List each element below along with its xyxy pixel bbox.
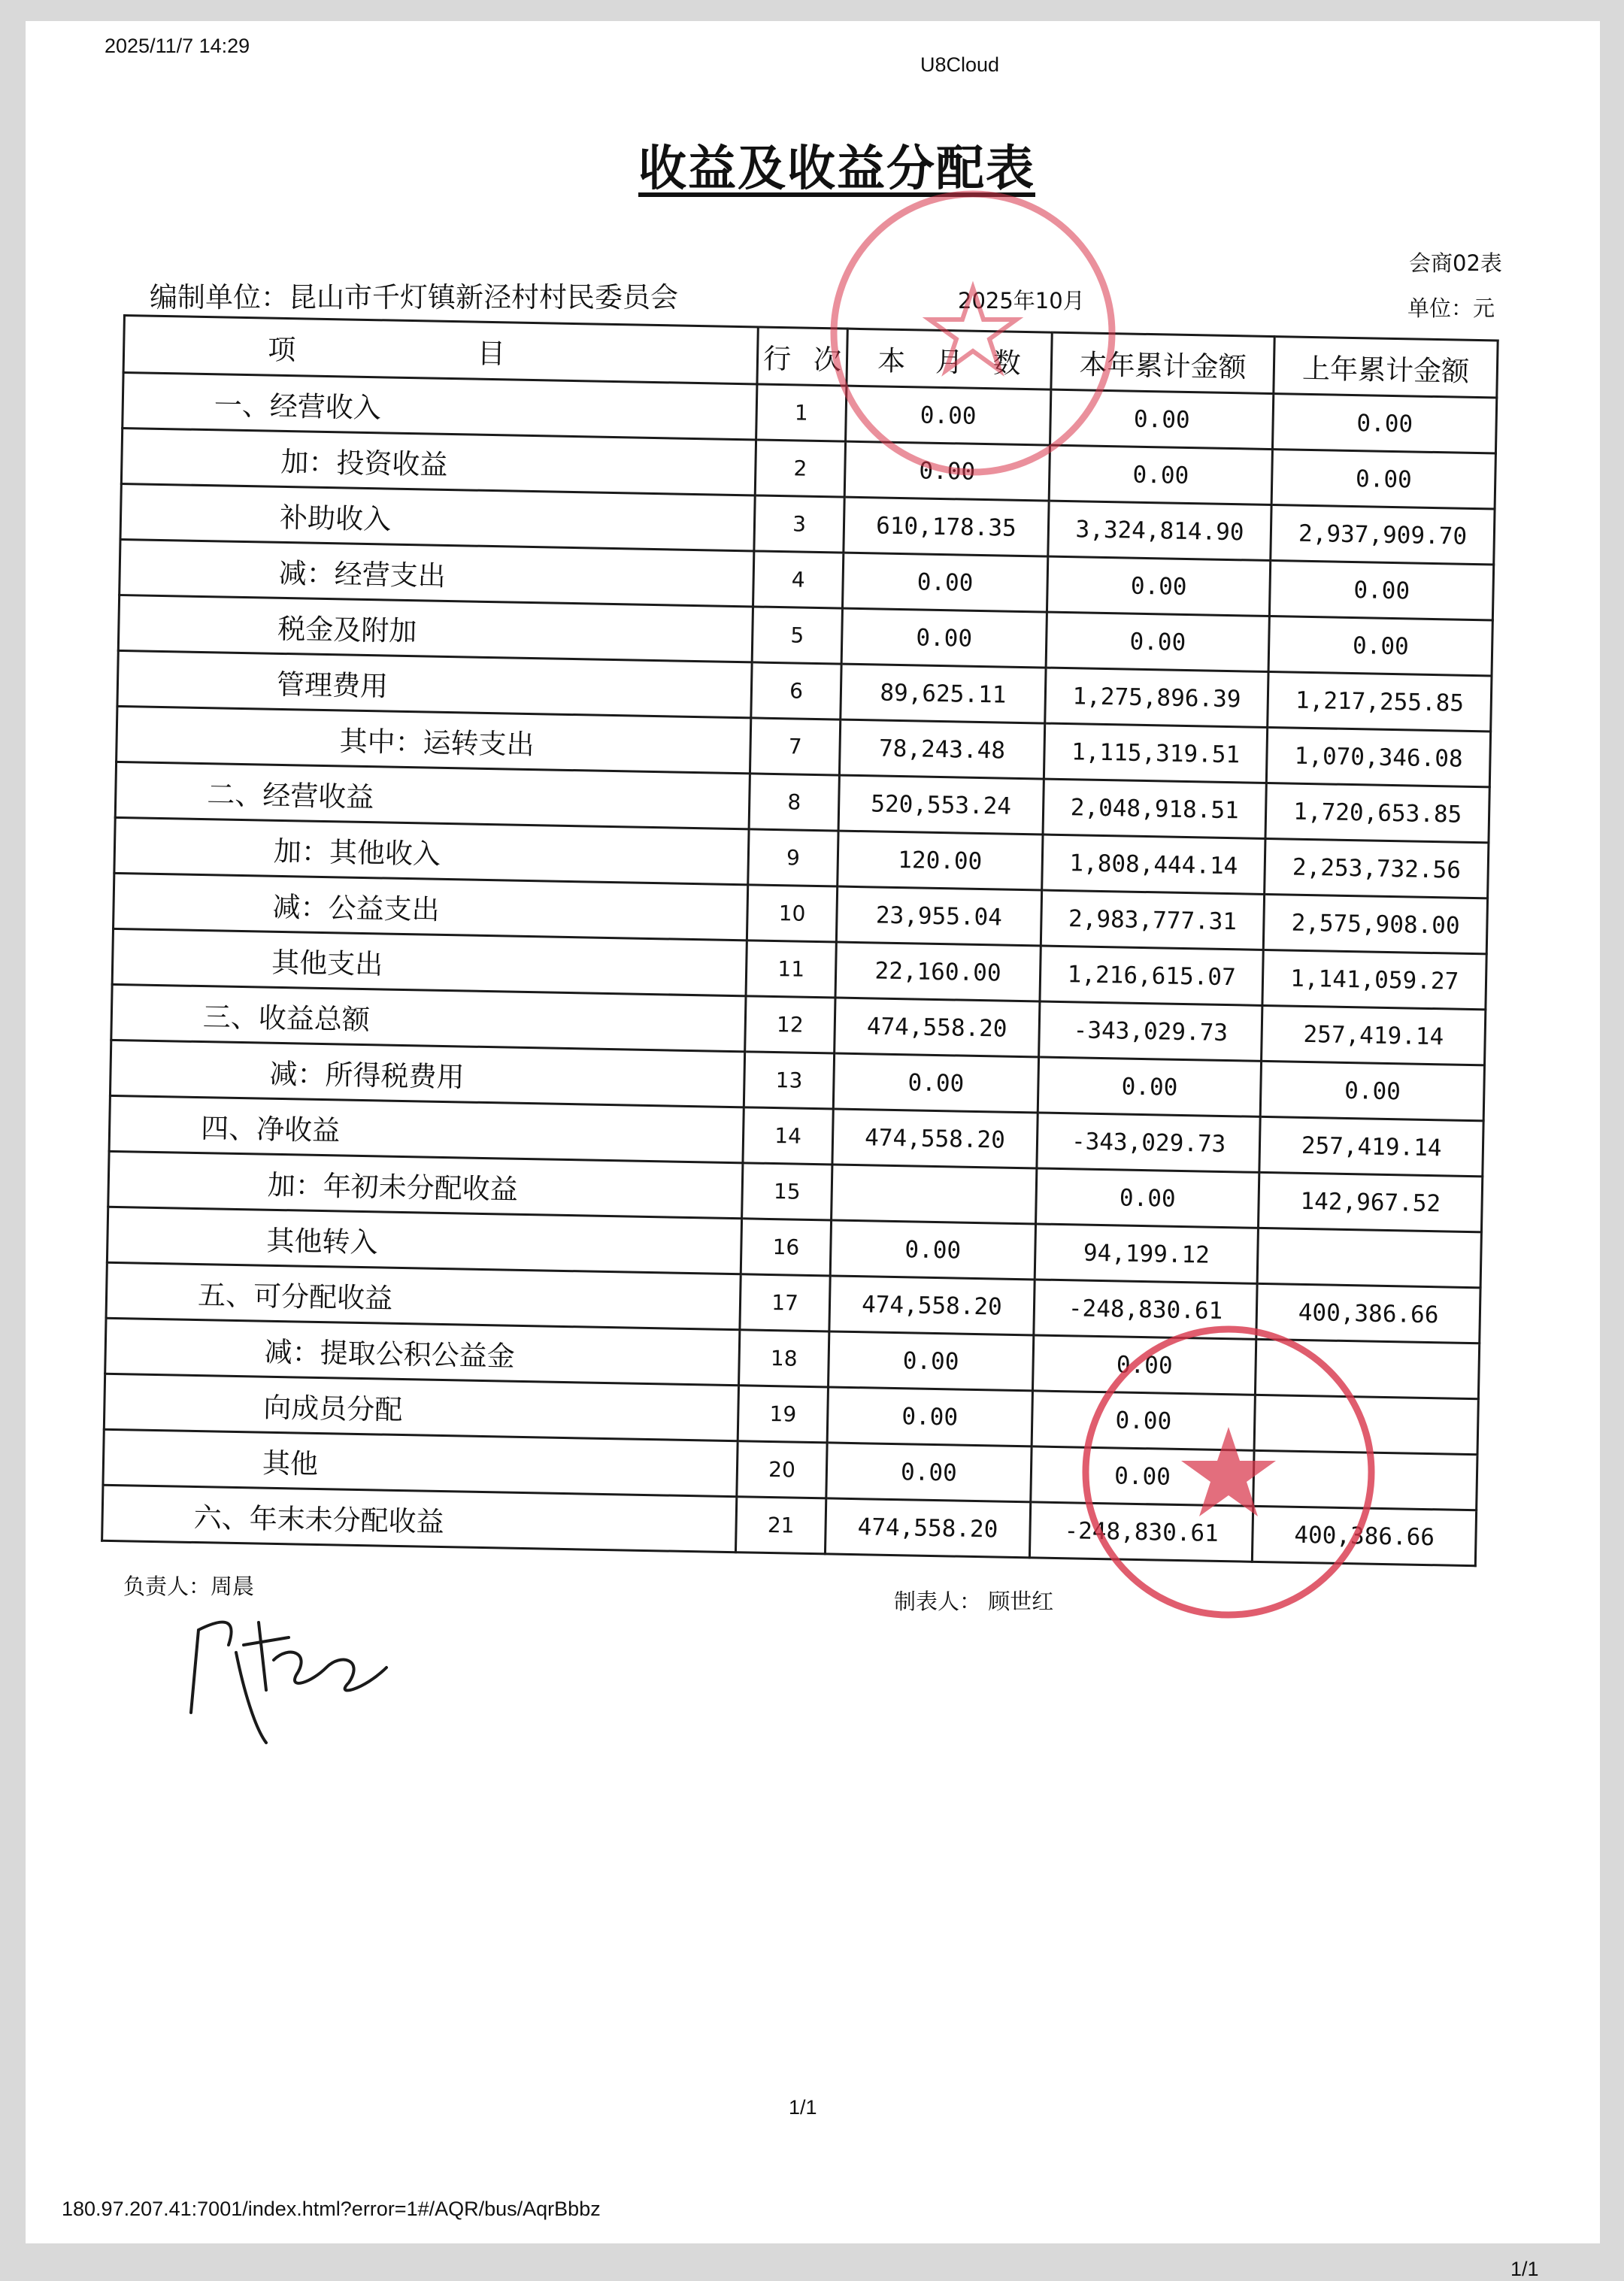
row-ytd: 0.00 (1049, 445, 1273, 504)
report-title: 收益及收益分配表 (638, 141, 1035, 197)
scanned-report-page (26, 21, 1600, 2280)
row-prev-ytd: 0.00 (1268, 616, 1492, 676)
row-line: 2 (755, 440, 845, 497)
row-ytd: 0.00 (1046, 612, 1270, 671)
form-code: 会商02表 (1409, 250, 1502, 276)
preparer: 制表人： 顾世红 (894, 1589, 1054, 1614)
row-month: 0.00 (846, 386, 1051, 445)
row-ytd: 2,048,918.51 (1043, 779, 1267, 838)
column-header-month: 本 月 数 (847, 329, 1052, 389)
page-number-corner: 1/1 (1510, 2258, 1539, 2280)
row-item: 三、收益总额 (111, 984, 746, 1051)
row-prev-ytd: 257,419.14 (1259, 1116, 1483, 1176)
row-month: 23,955.04 (836, 886, 1041, 946)
row-month: 474,558.20 (832, 1109, 1038, 1168)
row-prev-ytd: 400,386.66 (1256, 1283, 1480, 1343)
row-line: 19 (738, 1386, 828, 1443)
row-item: 其他转入 (107, 1207, 741, 1274)
row-item: 其他 (103, 1429, 738, 1496)
row-prev-ytd: 0.00 (1261, 1061, 1485, 1120)
row-line: 3 (754, 495, 844, 553)
row-month: 610,178.35 (844, 497, 1049, 556)
row-ytd: 1,275,896.39 (1045, 668, 1269, 727)
column-header-item: 项 目 (123, 316, 758, 384)
row-month: 0.00 (830, 1220, 1035, 1280)
row-prev-ytd (1256, 1339, 1480, 1398)
row-ytd: 0.00 (1032, 1391, 1256, 1450)
row-line: 8 (749, 774, 839, 831)
row-ytd: 1,808,444.14 (1041, 835, 1265, 894)
row-line: 1 (756, 384, 847, 441)
row-prev-ytd (1258, 1228, 1482, 1287)
row-prev-ytd: 1,720,653.85 (1265, 783, 1489, 842)
row-ytd: -343,029.73 (1037, 1113, 1261, 1172)
row-prev-ytd: 0.00 (1272, 450, 1496, 509)
row-month: 0.00 (827, 1387, 1032, 1446)
row-prev-ytd: 1,141,059.27 (1262, 950, 1486, 1009)
row-item: 其中：运转支出 (117, 706, 751, 773)
row-line: 18 (739, 1330, 829, 1387)
row-item: 加：投资收益 (121, 429, 756, 495)
row-ytd: 0.00 (1038, 1057, 1262, 1116)
row-line: 21 (736, 1497, 826, 1554)
row-month: 0.00 (833, 1053, 1038, 1113)
row-item: 五、可分配收益 (106, 1262, 741, 1329)
row-line: 7 (750, 718, 841, 775)
column-header-line: 行 次 (757, 327, 847, 386)
row-line: 16 (741, 1219, 831, 1276)
row-month: 120.00 (838, 831, 1043, 890)
row-item: 减：公益支出 (114, 873, 748, 940)
row-prev-ytd (1254, 1395, 1478, 1454)
row-month: 474,558.20 (835, 998, 1040, 1057)
row-item: 管理费用 (117, 650, 752, 717)
row-line: 20 (737, 1441, 827, 1498)
row-prev-ytd: 142,967.52 (1259, 1172, 1483, 1231)
row-month: 0.00 (841, 608, 1047, 668)
row-item: 四、净收益 (109, 1095, 744, 1162)
row-item: 其他支出 (112, 928, 747, 995)
row-prev-ytd: 0.00 (1270, 561, 1494, 620)
row-item: 六、年末未分配收益 (102, 1485, 737, 1552)
row-month: 0.00 (843, 553, 1048, 612)
column-header-prev-ytd: 上年累计金额 (1274, 337, 1498, 398)
page-number: 1/1 (789, 2096, 817, 2119)
row-line: 14 (743, 1107, 833, 1165)
row-item: 加：年初未分配收益 (108, 1151, 743, 1218)
row-prev-ytd (1253, 1450, 1477, 1510)
row-line: 10 (747, 885, 837, 942)
row-month: 520,553.24 (838, 775, 1044, 835)
row-line: 11 (746, 941, 836, 998)
row-line: 4 (753, 551, 844, 608)
row-prev-ytd: 1,070,346.08 (1267, 727, 1491, 786)
row-item: 补助收入 (120, 483, 755, 550)
row-ytd: 2,983,777.31 (1041, 890, 1265, 950)
row-month: 78,243.48 (839, 719, 1044, 779)
row-prev-ytd: 1,217,255.85 (1268, 671, 1492, 731)
row-month: 22,160.00 (835, 942, 1041, 1001)
row-line: 6 (751, 662, 841, 719)
organization-label: 编制单位：昆山市千灯镇新泾村村民委员会 (150, 281, 678, 314)
row-item: 二、经营收益 (115, 762, 750, 828)
row-item: 向成员分配 (104, 1374, 738, 1440)
row-item: 一、经营收入 (123, 373, 757, 440)
row-ytd: 0.00 (1032, 1335, 1256, 1395)
row-ytd: 1,115,319.51 (1044, 723, 1268, 783)
row-item: 加：其他收入 (114, 817, 749, 884)
row-month: 474,558.20 (829, 1276, 1035, 1335)
currency-unit: 单位：元 (1407, 295, 1495, 321)
row-ytd: 0.00 (1035, 1168, 1259, 1228)
row-ytd: -248,830.61 (1034, 1280, 1258, 1339)
source-url: 180.97.207.41:7001/index.html?error=1#/AQR/bus/AqrBbbz (62, 2198, 601, 2220)
handwritten-signature-icon (183, 1600, 409, 1750)
income-distribution-table (101, 314, 1499, 1567)
app-name: U8Cloud (920, 53, 1000, 76)
print-timestamp: 2025/11/7 14:29 (105, 35, 250, 57)
responsible-person: 负责人：周晨 (123, 1574, 255, 1599)
row-ytd: 3,324,814.90 (1048, 501, 1272, 560)
row-month: 0.00 (826, 1443, 1032, 1502)
row-item: 减：经营支出 (120, 539, 754, 606)
row-ytd: -343,029.73 (1038, 1001, 1262, 1061)
row-prev-ytd: 2,937,909.70 (1271, 505, 1495, 565)
row-item: 减：提取公积公益金 (105, 1318, 740, 1385)
report-period: 2025年10月 (958, 288, 1085, 314)
row-prev-ytd: 2,253,732.56 (1265, 838, 1489, 898)
row-ytd: 0.00 (1031, 1446, 1255, 1506)
row-ytd: 0.00 (1047, 556, 1271, 616)
row-month: 0.00 (829, 1331, 1034, 1391)
row-prev-ytd: 400,386.66 (1253, 1506, 1477, 1565)
row-month: 474,558.20 (825, 1498, 1030, 1558)
row-line: 9 (748, 829, 838, 886)
row-item: 税金及附加 (118, 595, 753, 662)
row-month: 0.00 (844, 441, 1050, 501)
row-month (832, 1165, 1037, 1224)
row-line: 17 (740, 1274, 830, 1331)
row-ytd: 0.00 (1050, 389, 1274, 449)
column-header-ytd: 本年累计金额 (1051, 332, 1275, 393)
row-line: 13 (744, 1052, 834, 1109)
row-prev-ytd: 2,575,908.00 (1264, 894, 1488, 953)
row-prev-ytd: 257,419.14 (1262, 1005, 1486, 1065)
row-ytd: 1,216,615.07 (1040, 946, 1264, 1005)
row-item: 减：所得税费用 (110, 1040, 744, 1107)
row-ytd: 94,199.12 (1035, 1224, 1259, 1283)
row-line: 15 (742, 1163, 832, 1220)
row-ytd: -248,830.61 (1029, 1502, 1253, 1562)
row-line: 5 (752, 607, 842, 664)
row-prev-ytd: 0.00 (1273, 394, 1497, 453)
row-month: 89,625.11 (841, 664, 1046, 723)
row-line: 12 (745, 996, 835, 1053)
